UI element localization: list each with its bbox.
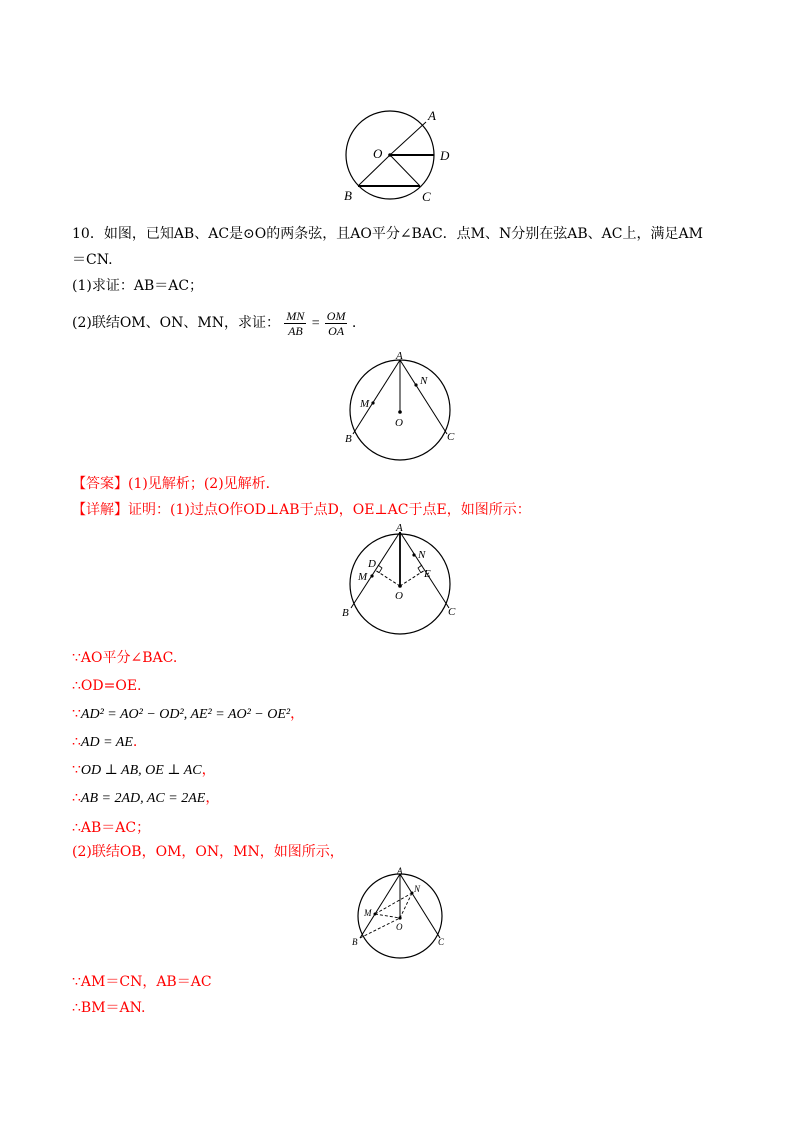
- segment-oe-dashed: [400, 570, 425, 586]
- label-n: N: [414, 884, 421, 894]
- label-m: M: [358, 571, 368, 583]
- label-c: C: [447, 431, 455, 443]
- proof-step-6-tail: ，: [205, 790, 220, 806]
- answer-label: 【答案】: [72, 476, 128, 492]
- fraction-ab-denominator: AB: [288, 323, 303, 338]
- problem-part-2-suffix: .: [351, 315, 357, 331]
- problem-line-1: 10．如图，已知AB、AC是⊙O的两条弦，且AO平分∠BAC．点M、N分别在弦AB、AC上，满足AM: [72, 226, 703, 242]
- label-b: B: [344, 188, 352, 203]
- problem-line-2: ＝CN.: [72, 252, 113, 268]
- proof2-step-1: ∵AM＝CN，AB＝AC: [72, 974, 212, 990]
- segment-oa: [390, 122, 426, 155]
- segment-od-dashed: [375, 570, 400, 586]
- segment-mn-dashed: [375, 893, 412, 914]
- figure-2-svg: [335, 350, 465, 468]
- label-o: O: [396, 922, 403, 932]
- problem-part-2: [72, 306, 356, 340]
- detail-line: [72, 500, 531, 520]
- because-symbol: ∵: [72, 762, 81, 778]
- label-d: D: [440, 148, 450, 163]
- label-o: O: [373, 146, 383, 161]
- because-symbol: ∵: [72, 706, 81, 722]
- point-n: [412, 553, 415, 556]
- detail-label: 【详解】: [72, 502, 128, 518]
- point-o: [398, 410, 402, 414]
- point-o: [398, 584, 402, 588]
- formula-ad-equals-ae: AD = AE: [80, 735, 133, 750]
- figure-circle-amn: [335, 350, 465, 468]
- label-n: N: [420, 375, 428, 387]
- label-o: O: [395, 417, 403, 429]
- proof-step-7: ∴AB＝AC；: [72, 820, 151, 836]
- fraction-oa-denominator: OA: [328, 323, 345, 338]
- label-c: C: [448, 606, 456, 618]
- label-b: B: [342, 607, 349, 619]
- label-b: B: [345, 433, 352, 445]
- label-e: E: [424, 568, 431, 580]
- proof-step-3: [72, 704, 304, 725]
- label-d: D: [368, 558, 376, 570]
- point-o: [398, 916, 401, 919]
- point-n: [414, 383, 417, 386]
- label-a: A: [428, 108, 436, 123]
- point-m: [371, 401, 374, 404]
- label-c: C: [422, 189, 431, 204]
- therefore-symbol: ∴: [72, 790, 81, 806]
- chord-ac: [400, 360, 447, 434]
- label-a: A: [397, 866, 403, 876]
- point-m: [370, 574, 373, 577]
- answer-text: (1)见解析；(2)见解析．: [128, 476, 280, 492]
- fraction-mn-ab: [284, 309, 306, 338]
- proof-step-6: [72, 788, 219, 809]
- fraction-om-oa: [325, 309, 348, 338]
- label-a: A: [396, 350, 403, 362]
- proof-step-8: (2)联结OB，OM，ON，MN，如图所示，: [72, 844, 344, 860]
- proof-step-2: ∴OD=OE.: [72, 678, 142, 694]
- label-c: C: [438, 937, 445, 947]
- therefore-symbol: ∴: [72, 734, 81, 750]
- proof-step-5: [72, 760, 216, 781]
- fraction-om-numerator: OM: [326, 308, 346, 323]
- segment-om-dashed: [375, 914, 400, 918]
- proof-step-4: [72, 732, 137, 753]
- figure-4-svg: [342, 864, 458, 966]
- label-a: A: [396, 522, 403, 534]
- chord-ab: [351, 532, 400, 608]
- formula-double-lengths: AB = 2AD, AC = 2AE: [80, 791, 206, 806]
- proof-step-4-tail: .: [132, 734, 138, 750]
- proof2-step-2: ∴BM＝AN.: [72, 1000, 146, 1016]
- answer-line: [72, 474, 280, 494]
- formula-perpendiculars: OD ⊥ AB, OE ⊥ AC: [80, 763, 202, 778]
- detail-text: 证明：(1)过点O作OD⊥AB于点D，OE⊥AC于点E，如图所示：: [128, 502, 531, 518]
- point-m: [374, 913, 377, 916]
- segment-oc: [390, 155, 420, 186]
- label-b: B: [352, 937, 358, 947]
- problem-part-1: (1)求证：AB＝AC；: [72, 278, 204, 294]
- chord-ab: [353, 360, 400, 434]
- label-m: M: [360, 398, 370, 410]
- formula-ad-ae-squared: AD² = AO² − OD², AE² = AO² − OE²: [80, 707, 291, 722]
- proof-step-1: ∵AO平分∠BAC.: [72, 650, 178, 666]
- label-m: M: [364, 908, 372, 918]
- label-n: N: [418, 549, 426, 561]
- figure-3-svg: [335, 522, 465, 640]
- equals-sign: =: [310, 316, 321, 331]
- proof-step-5-tail: ，: [201, 762, 216, 778]
- figure-circle-aodbc: [330, 100, 470, 210]
- label-o: O: [395, 590, 403, 602]
- point-o: [388, 153, 392, 157]
- figure-circle-perpendiculars: [335, 522, 465, 640]
- proof-step-3-tail: ，: [290, 706, 305, 722]
- fraction-mn-numerator: MN: [286, 308, 305, 323]
- figure-1-svg: [330, 100, 470, 210]
- figure-circle-om-on-mn: [342, 864, 458, 966]
- problem-part-2-prefix: (2)联结OM、ON、MN，求证：: [72, 315, 280, 331]
